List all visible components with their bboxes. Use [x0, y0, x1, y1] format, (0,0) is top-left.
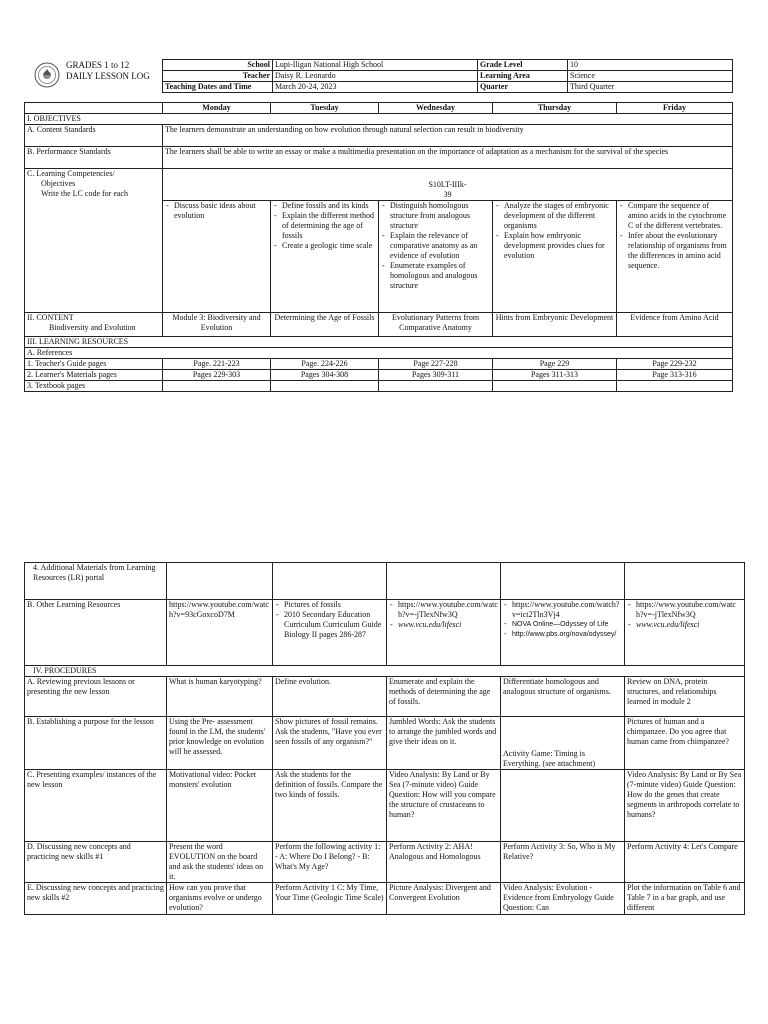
- blank-corner: [25, 103, 163, 114]
- resource-item: - 2010 Secondary Education Curriculum Curriculum Guide Biology II pages 286-287: [275, 610, 384, 640]
- lm-wednesday: Pages 309-311: [379, 370, 493, 381]
- fri-link-2[interactable]: - www.vcu.edu/lifesci: [627, 620, 742, 630]
- proc-e-thursday: Video Analysis: Evolution - Evidence from Embryology Guide Question: Can: [501, 883, 625, 915]
- am-thursday: [501, 563, 625, 600]
- tb-monday: [163, 381, 271, 392]
- lc-item: - Explain how embryonic development provides clues for evolution: [495, 231, 614, 261]
- lesson-table-page1: [24, 102, 733, 392]
- proc-label-d: D. Discussing new concepts and practicing new skills #1: [25, 842, 167, 883]
- proc-a-friday: Review on DNA, protein structures, and relationships learned in module 2: [625, 677, 745, 717]
- content-label-line2: Biodiversity and Evolution: [49, 323, 136, 332]
- teacher-value: Daisy R. Leonardo: [273, 71, 478, 82]
- lm-monday: Pages 229-303: [163, 370, 271, 381]
- thu-link-3[interactable]: - http://www.pbs.org/nova/odyssey/: [503, 630, 622, 640]
- school-label: School: [163, 60, 273, 71]
- proc-c-friday: Video Analysis: By Land or By Sea (7-minute video) Guide Question: How do the genes that create segments in arthropods correlate to humans?: [625, 770, 745, 842]
- other-wednesday: [387, 600, 501, 666]
- proc-a-monday: What is human karyotyping?: [167, 677, 273, 717]
- lc-item: - Explain the different method of determining the age of fossils: [273, 211, 376, 241]
- dates-label: Teaching Dates and Time: [163, 82, 273, 93]
- lc-item: - Infer about the evolutionary relationship of organisms from the differences in amino acid sequence.: [619, 231, 730, 271]
- content-monday: Module 3: Biodiversity and Evolution: [163, 313, 271, 337]
- other-monday-link[interactable]: https://www.youtube.com/watch?v=93cGoxcoD7M: [167, 600, 273, 666]
- thu-link-1[interactable]: - https://www.youtube.com/watch?v=ict2Tln3Vj4: [503, 600, 622, 620]
- lc-monday: [163, 201, 271, 313]
- tg-wednesday: Page 227-228: [379, 359, 493, 370]
- lc-tuesday: [271, 201, 379, 313]
- proc-label-c: C. Presenting examples/ instances of the new lesson: [25, 770, 167, 842]
- proc-a-thursday: Differentiate homologous and analogous structure of organisms.: [501, 677, 625, 717]
- proc-c-monday: Motivational video: Pocket monsters' evolution: [167, 770, 273, 842]
- am-monday: [167, 563, 273, 600]
- header-title: [66, 60, 150, 82]
- learning-resources-heading: III. LEARNING RESOURCES: [25, 337, 733, 348]
- lc-label-line3: Write the LC code for each: [41, 189, 128, 198]
- lesson-table-page2: [24, 562, 745, 915]
- content-friday: Evidence from Amino Acid: [617, 313, 733, 337]
- objectives-heading: I. OBJECTIVES: [25, 114, 733, 125]
- proc-label-b: B. Establishing a purpose for the lesson: [25, 717, 167, 770]
- lc-item: - Enumerate examples of homologous and analogous structure: [381, 261, 490, 291]
- proc-label-e: E. Discussing new concepts and practicing new skills #2: [25, 883, 167, 915]
- content-thursday: Hints from Embryonic Development: [493, 313, 617, 337]
- performance-standards: The learners shall be able to write an essay or make a multimedia presentation on the importance of adaptation as a mechanism for the survival of the species: [163, 147, 733, 169]
- content-standards: The learners demonstrate an understanding on how evolution through natural selection can result in biodiversity: [163, 125, 733, 147]
- proc-d-wednesday: Perform Activity 2: AHA! Analogous and Homologous: [387, 842, 501, 883]
- lc-code-line1: S10LT-IIIk-: [428, 180, 467, 189]
- lc-label-line1: C. Learning Competencies/: [27, 169, 115, 178]
- proc-a-wednesday: Enumerate and explain the methods of determining the age of fossils.: [387, 677, 501, 717]
- lc-label-line2: Objectives: [41, 179, 76, 188]
- content-tuesday: Determining the Age of Fossils: [271, 313, 379, 337]
- procedures-heading: IV. PROCEDURES: [25, 666, 745, 677]
- lc-item: - Discuss basic ideas about evolution: [165, 201, 268, 221]
- content-label: [25, 313, 163, 337]
- log-title: DAILY LESSON LOG: [66, 71, 150, 81]
- lc-item: - Analyze the stages of embryonic development of the different organisms: [495, 201, 614, 231]
- other-thursday: [501, 600, 625, 666]
- proc-b-wednesday: Jumbled Words: Ask the students to arrange the jumbled words and give their ideas on it.: [387, 717, 501, 770]
- proc-d-friday: Perform Activity 4: Let's Compare: [625, 842, 745, 883]
- proc-a-tuesday: Define evolution.: [273, 677, 387, 717]
- lc-thursday: [493, 201, 617, 313]
- content-label-line1: II. CONTENT: [27, 313, 74, 322]
- other-resources-label: B. Other Learning Resources: [25, 600, 167, 666]
- day-wednesday: Wednesday: [379, 103, 493, 114]
- fri-link-1[interactable]: - https://www.youtube.com/watch?v=-jTlexNfw3Q: [627, 600, 742, 620]
- header-info-table: [162, 59, 733, 93]
- day-thursday: Thursday: [493, 103, 617, 114]
- other-tuesday: [273, 600, 387, 666]
- textbook-label: 3. Textbook pages: [25, 381, 163, 392]
- proc-b-friday: Pictures of human and a chimpanzee. Do you agree that human came from chimpanzee?: [625, 717, 745, 770]
- area-value: Science: [568, 71, 733, 82]
- lc-item: - Create a geologic time scale: [273, 241, 376, 251]
- lc-item: - Distinguish homologous structure from analogous structure: [381, 201, 490, 231]
- proc-e-friday: Plot the information on Table 6 and Table 7 in a bar graph, and use different: [625, 883, 745, 915]
- tg-friday: Page 229-232: [617, 359, 733, 370]
- lm-thursday: Pages 311-313: [493, 370, 617, 381]
- tb-tuesday: [271, 381, 379, 392]
- proc-c-tuesday: Ask the students for the definition of fossils. Compare the two kinds of fossils.: [273, 770, 387, 842]
- dates-value: March 20-24, 2023: [273, 82, 478, 93]
- lm-tuesday: Pages 304-308: [271, 370, 379, 381]
- tb-wednesday: [379, 381, 493, 392]
- proc-d-monday: Present the word EVOLUTION on the board and ask the students' ideas on it.: [167, 842, 273, 883]
- tg-tuesday: Page. 224-226: [271, 359, 379, 370]
- proc-b-monday: Using the Pre- assessment found in the LM, the students' prior knowledge on evolution will be assessed.: [167, 717, 273, 770]
- proc-e-monday: How can you prove that organisms evolve or undergo evolution?: [167, 883, 273, 915]
- learning-competencies-label: [25, 169, 163, 313]
- am-tuesday: [273, 563, 387, 600]
- proc-c-thursday: [501, 770, 625, 842]
- proc-d-thursday: Perform Activity 3: So, Who is My Relative?: [501, 842, 625, 883]
- tb-thursday: [493, 381, 617, 392]
- am-wednesday: [387, 563, 501, 600]
- day-monday: Monday: [163, 103, 271, 114]
- area-label: Learning Area: [478, 71, 568, 82]
- wed-link-1[interactable]: - https://www.youtube.com/watch?v=-jTlexNfw3Q: [389, 600, 498, 620]
- proc-label-a: A. Reviewing previous lessons or presenting the new lesson: [25, 677, 167, 717]
- lc-friday: [617, 201, 733, 313]
- grades-text: GRADES 1 to 12: [66, 60, 130, 70]
- lm-friday: Page 313-316: [617, 370, 733, 381]
- proc-b-thursday: Activity Game: Timing is Everything. (see attachment): [501, 717, 625, 770]
- grade-label: Grade Level: [478, 60, 568, 71]
- proc-b-tuesday: Show pictures of fossil remains. Ask the students, "Have you ever seen fossils of any organism?": [273, 717, 387, 770]
- tg-monday: Page. 221-223: [163, 359, 271, 370]
- day-tuesday: Tuesday: [271, 103, 379, 114]
- other-friday: [625, 600, 745, 666]
- lc-code-line2: 39: [443, 190, 452, 199]
- thu-resource-2: - NOVA Online—Odyssey of Life: [503, 620, 622, 630]
- wed-link-2[interactable]: - www.vcu.edu/lifesci: [389, 620, 498, 630]
- lc-item: - Compare the sequence of amino acids in the cytochrome C of the different vertebrates.: [619, 201, 730, 231]
- lc-code: [163, 169, 733, 201]
- day-friday: Friday: [617, 103, 733, 114]
- learners-materials-label: 2. Learner's Materials pages: [25, 370, 163, 381]
- deped-seal-icon: [34, 62, 60, 88]
- proc-d-tuesday: Perform the following activity 1: - A: Where Do I Belong? - B: What's My Age?: [273, 842, 387, 883]
- lc-wednesday: [379, 201, 493, 313]
- proc-c-wednesday: Video Analysis: By Land or By Sea (7-minute video) Guide Question: How will you compare the structure of crustaceans to human?: [387, 770, 501, 842]
- additional-materials-label: 4. Additional Materials from Learning Resources (LR) portal: [25, 563, 167, 600]
- proc-e-tuesday: Perform Activity 1 C: My Time, Your Time (Geologic Time Scale): [273, 883, 387, 915]
- teachers-guide-label: 1. Teacher's Guide pages: [25, 359, 163, 370]
- performance-standards-label: B. Performance Standards: [25, 147, 163, 169]
- am-friday: [625, 563, 745, 600]
- lc-item: - Define fossils and its kinds: [273, 201, 376, 211]
- proc-e-wednesday: Picture Analysis: Divergent and Convergent Evolution: [387, 883, 501, 915]
- lc-item: - Explain the relevance of comparative anatomy as an evidence of evolution: [381, 231, 490, 261]
- quarter-value: Third Quarter: [568, 82, 733, 93]
- grade-value: 10: [568, 60, 733, 71]
- school-value: Lupi-Iligan National High School: [273, 60, 478, 71]
- content-standards-label: A. Content Standards: [25, 125, 163, 147]
- references-heading: A. References: [25, 348, 733, 359]
- tg-thursday: Page 229: [493, 359, 617, 370]
- tb-friday: [617, 381, 733, 392]
- resource-item: - Pictures of fossils: [275, 600, 384, 610]
- content-wednesday: Evolutionary Patterns from Comparative Anatomy: [379, 313, 493, 337]
- teacher-label: Teacher: [163, 71, 273, 82]
- quarter-label: Quarter: [478, 82, 568, 93]
